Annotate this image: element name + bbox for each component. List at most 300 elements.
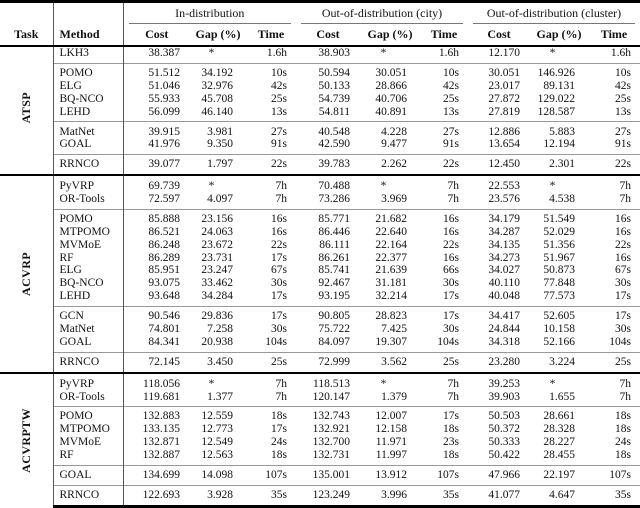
method-name: MVMoE (53, 436, 123, 449)
table-row (0, 138, 640, 154)
cell-time: 27s (420, 122, 468, 138)
cell-cost: 38.903 (318, 47, 350, 60)
cell-gap: 29.836 (190, 306, 246, 322)
table-row (0, 465, 640, 485)
cell-time: 25s (271, 92, 287, 105)
cell-gap: 52.605 (530, 306, 588, 322)
cell-gap: 33.462 (201, 277, 233, 290)
cell-gap: 45.708 (201, 92, 233, 105)
cell-cost: 86.289 (148, 251, 180, 264)
cell-gap: 34.192 (190, 63, 246, 79)
cell-cost: 72.145 (123, 352, 190, 372)
method-name: LKH3 (53, 46, 123, 63)
cell-time: 16s (420, 209, 468, 225)
cell-cost: 93.195 (318, 290, 350, 303)
cell-time: 18s (443, 449, 459, 462)
cell-cost: 50.503 (468, 407, 530, 423)
cell-gap: 23.672 (201, 238, 233, 251)
cell-gap: 4.228 (360, 122, 420, 138)
task-header-spacer (0, 2, 53, 26)
cell-cost: 51.512 (123, 63, 190, 79)
column-header-row (0, 25, 640, 46)
cell-gap: * (360, 373, 420, 391)
group-header-row (0, 2, 640, 26)
cell-time: 35s (588, 485, 640, 506)
cell-time: 18s (443, 423, 459, 436)
cell-cost: 119.681 (143, 390, 180, 403)
cell-time: 91s (443, 138, 459, 151)
cell-time: 16s (246, 209, 296, 225)
cell-time: 7h (588, 175, 640, 193)
cell-gap: 23.247 (201, 264, 233, 277)
col-header-method: Method (53, 25, 123, 46)
cell-cost: 54.739 (318, 92, 350, 105)
cell-cost: 50.372 (488, 423, 520, 436)
cell-gap: * (190, 373, 246, 391)
table-row (0, 46, 640, 63)
cell-time: 7h (447, 390, 459, 403)
table-row (0, 93, 640, 106)
cell-gap: 32.976 (201, 79, 233, 92)
cell-cost: 85.951 (148, 264, 180, 277)
table-row (0, 239, 640, 252)
cell-cost: 132.883 (123, 407, 190, 423)
cell-gap: 34.284 (201, 290, 233, 303)
table-row (0, 485, 640, 506)
cell-time: 7h (447, 193, 459, 206)
table-row (0, 423, 640, 436)
cell-gap: 12.007 (360, 407, 420, 423)
cell-time: 30s (271, 277, 287, 290)
cell-cost: 34.417 (468, 306, 530, 322)
cell-cost: 86.446 (318, 225, 350, 238)
cell-cost: 34.287 (488, 225, 520, 238)
cell-gap: * (190, 175, 246, 193)
table-row (0, 290, 640, 306)
cell-time: 91s (271, 138, 287, 151)
cell-gap: 9.477 (381, 138, 407, 151)
col-header-task: Task (0, 25, 53, 46)
cell-gap: 52.029 (543, 225, 575, 238)
cell-gap: 5.883 (530, 122, 588, 138)
method-name: MTPOMO (53, 226, 123, 239)
cell-time: 30s (615, 322, 632, 335)
cell-cost: 132.887 (142, 449, 180, 462)
cell-cost: 85.771 (296, 209, 360, 225)
cell-gap: 28.661 (530, 407, 588, 423)
cell-cost: 23.280 (468, 352, 530, 372)
method-name: ELG (53, 80, 123, 93)
cell-cost: 75.722 (318, 322, 350, 335)
cell-gap: 2.301 (530, 155, 588, 175)
cell-gap: 22.197 (530, 465, 588, 485)
cell-gap: 19.307 (375, 335, 407, 348)
cell-time: 18s (246, 407, 296, 423)
cell-cost: 93.648 (148, 290, 180, 303)
cell-gap: 28.328 (543, 423, 575, 436)
cell-cost: 50.422 (488, 449, 520, 462)
cell-time: 7h (246, 175, 296, 193)
cell-cost: 39.077 (123, 155, 190, 175)
cell-time: 91s (615, 138, 632, 151)
cell-time: 1.6h (266, 47, 287, 60)
cell-gap: 12.563 (201, 449, 233, 462)
cell-time: 7h (619, 193, 632, 206)
cell-time: 7h (275, 390, 287, 403)
cell-cost: 51.046 (148, 79, 180, 92)
cell-gap: 12.773 (201, 423, 233, 436)
cell-cost: 39.783 (296, 155, 360, 175)
cell-gap: 50.873 (543, 264, 575, 277)
cell-cost: 132.731 (312, 449, 350, 462)
cell-gap: 4.647 (530, 485, 588, 506)
cell-gap: 22.640 (375, 225, 407, 238)
cell-time: 25s (420, 352, 468, 372)
cell-cost: 72.597 (148, 193, 180, 206)
cell-gap: 9.350 (207, 138, 233, 151)
col-header-gap-cluster: Gap (%) (530, 25, 588, 46)
cell-cost: 34.179 (468, 209, 530, 225)
cell-cost: 30.051 (468, 63, 530, 79)
cell-cost: 50.133 (318, 79, 350, 92)
cell-cost: 42.590 (318, 138, 350, 151)
cell-cost: 40.048 (488, 290, 520, 303)
table-row (0, 436, 640, 449)
cell-time: 16s (443, 251, 459, 264)
cell-time: 35s (420, 485, 468, 506)
cell-cost: 34.135 (488, 238, 520, 251)
cell-cost: 12.170 (488, 47, 520, 60)
method-header-spacer (53, 2, 123, 26)
method-name: BQ-NCO (53, 277, 123, 290)
method-name: POMO (53, 63, 123, 79)
cell-time: 1.6h (610, 47, 632, 60)
cell-time: 7h (619, 390, 632, 403)
cell-time: 7h (420, 373, 468, 391)
table-row (0, 122, 640, 138)
task-label-atsp (0, 46, 53, 175)
method-name: OR-Tools (53, 390, 123, 406)
cell-cost: 74.801 (148, 322, 180, 335)
cell-gap: 20.938 (201, 335, 233, 348)
cell-time: 16s (615, 225, 632, 238)
table-row (0, 175, 640, 193)
cell-gap: 31.181 (375, 277, 407, 290)
cell-gap: 11.997 (375, 449, 407, 462)
cell-time: 17s (271, 423, 287, 436)
group-header-ood-city (296, 2, 468, 26)
cell-gap: 12.194 (543, 138, 575, 151)
method-name: PyVRP (53, 175, 123, 193)
table-row (0, 193, 640, 209)
method-name: ELG (53, 264, 123, 277)
cell-time: 16s (271, 225, 287, 238)
cell-time: 16s (615, 251, 632, 264)
cell-gap: 28.455 (543, 449, 575, 462)
cell-cost: 85.741 (318, 264, 350, 277)
table-row (0, 63, 640, 79)
cell-cost: 118.056 (123, 373, 190, 391)
cell-gap: 21.639 (375, 264, 407, 277)
cell-time: 17s (443, 290, 459, 303)
cell-gap: * (530, 175, 588, 193)
cell-cost: 84.341 (148, 335, 180, 348)
cell-cost: 55.933 (148, 92, 180, 105)
cell-time: 16s (443, 225, 459, 238)
cell-time: 18s (271, 449, 287, 462)
cell-gap: 3.224 (530, 352, 588, 372)
cell-cost: 27.819 (488, 105, 520, 118)
group-label-ood-cluster: Out-of-distribution (cluster) (473, 4, 635, 23)
method-name: GCN (53, 306, 123, 322)
cell-time: 10s (420, 63, 468, 79)
table-row (0, 277, 640, 290)
group-label-ood-city: Out-of-distribution (city) (301, 4, 463, 23)
col-header-cost-cluster: Cost (468, 25, 530, 46)
cell-cost: 23.576 (488, 193, 520, 206)
cell-gap: 46.140 (201, 105, 233, 118)
task-label-acvrptw (0, 373, 53, 507)
cell-time: 25s (443, 92, 459, 105)
cell-cost: 13.654 (488, 138, 520, 151)
cell-gap: 3.969 (381, 193, 407, 206)
cell-time: 18s (615, 449, 632, 462)
method-name: MatNet (53, 122, 123, 138)
cell-time: 107s (246, 465, 296, 485)
cell-cost: 22.553 (468, 175, 530, 193)
cell-time: 42s (443, 79, 459, 92)
cell-time: 7h (420, 175, 468, 193)
cell-time: 18s (615, 423, 632, 436)
table-row (0, 209, 640, 225)
cell-gap: 129.022 (537, 92, 575, 105)
cell-gap: 12.559 (190, 407, 246, 423)
cell-gap: 2.262 (360, 155, 420, 175)
cell-time: 7h (588, 373, 640, 391)
cell-time: 104s (437, 335, 459, 348)
cell-cost: 56.099 (148, 105, 180, 118)
cell-time: 107s (588, 465, 640, 485)
cell-time: 17s (588, 306, 640, 322)
cell-gap: * (208, 47, 215, 60)
cell-cost: 54.811 (318, 105, 350, 118)
cell-time: 66s (443, 264, 459, 277)
cell-gap: 28.227 (543, 436, 575, 449)
cell-gap: 3.450 (190, 352, 246, 372)
cell-gap: * (549, 47, 556, 60)
table-row (0, 105, 640, 121)
cell-gap: 3.928 (190, 485, 246, 506)
cell-gap: 21.682 (360, 209, 420, 225)
cell-gap: 1.379 (381, 390, 407, 403)
cell-cost: 90.546 (123, 306, 190, 322)
cell-time: 22s (271, 238, 287, 251)
group-label-in-distribution: In-distribution (129, 4, 292, 23)
cell-cost: 12.886 (468, 122, 530, 138)
cell-time: 30s (443, 277, 459, 290)
cell-cost: 92.467 (318, 277, 350, 290)
col-header-cost-indist: Cost (123, 25, 190, 46)
cell-cost: 40.110 (488, 277, 520, 290)
col-header-gap-city: Gap (%) (360, 25, 420, 46)
cell-cost: 41.976 (148, 138, 180, 151)
cell-cost: 39.915 (123, 122, 190, 138)
cell-gap: 52.166 (543, 335, 575, 348)
cell-time: 42s (271, 79, 287, 92)
cell-time: 25s (246, 352, 296, 372)
cell-time: 10s (588, 63, 640, 79)
cell-time: 13s (615, 105, 632, 118)
cell-cost: 34.027 (488, 264, 520, 277)
cell-gap: 14.098 (190, 465, 246, 485)
cell-time: 30s (615, 277, 632, 290)
table-body (0, 46, 640, 507)
cell-gap: 51.356 (543, 238, 575, 251)
cell-time: 104s (609, 335, 632, 348)
cell-time: 67s (271, 264, 287, 277)
cell-gap: 23.156 (190, 209, 246, 225)
cell-time: 22s (246, 155, 296, 175)
cell-time: 7h (275, 193, 287, 206)
cell-cost: 135.001 (296, 465, 360, 485)
cell-time: 17s (615, 290, 632, 303)
table-row (0, 226, 640, 239)
cell-cost: 120.147 (312, 390, 350, 403)
cell-cost: 38.387 (148, 47, 180, 60)
cell-gap: 51.967 (543, 251, 575, 264)
cell-time: 18s (588, 407, 640, 423)
cell-time: 30s (271, 322, 287, 335)
cell-time: 67s (615, 264, 632, 277)
cell-time: 22s (588, 155, 640, 175)
cell-gap: 3.981 (190, 122, 246, 138)
table-row (0, 449, 640, 465)
method-name: LEHD (53, 105, 123, 121)
method-name: GOAL (53, 336, 123, 352)
cell-cost: 93.075 (148, 277, 180, 290)
table-row (0, 155, 640, 175)
cell-gap: 77.848 (543, 277, 575, 290)
cell-time: 104s (265, 335, 287, 348)
cell-time: 13s (443, 105, 459, 118)
cell-cost: 132.871 (142, 436, 180, 449)
method-name: POMO (53, 407, 123, 423)
cell-cost: 122.693 (123, 485, 190, 506)
cell-time: 22s (443, 238, 459, 251)
cell-time: 25s (615, 92, 632, 105)
cell-time: 13s (271, 105, 287, 118)
method-name: GOAL (53, 138, 123, 154)
cell-cost: 134.699 (123, 465, 190, 485)
cell-gap: 1.797 (190, 155, 246, 175)
cell-cost: 47.966 (468, 465, 530, 485)
cell-gap: 32.214 (375, 290, 407, 303)
table-row (0, 264, 640, 277)
cell-time: 17s (271, 290, 287, 303)
table-row (0, 390, 640, 406)
cell-cost: 41.077 (468, 485, 530, 506)
cell-cost: 86.248 (148, 238, 180, 251)
cell-gap: 1.377 (207, 390, 233, 403)
cell-gap: 22.164 (375, 238, 407, 251)
cell-gap: 22.377 (375, 251, 407, 264)
cell-gap: 89.131 (543, 79, 575, 92)
cell-gap: 51.549 (530, 209, 588, 225)
cell-gap: 7.258 (207, 322, 233, 335)
col-header-time-cluster: Time (588, 25, 640, 46)
method-name: PyVRP (53, 373, 123, 391)
table-row (0, 407, 640, 423)
cell-gap: 1.655 (549, 390, 575, 403)
method-name: RRNCO (53, 155, 123, 175)
cell-gap: 23.731 (201, 251, 233, 264)
cell-time: 27s (588, 122, 640, 138)
method-name: RRNCO (53, 352, 123, 372)
task-label-text: ACVRP (18, 252, 33, 296)
table-row (0, 80, 640, 93)
method-name: RRNCO (53, 485, 123, 506)
task-label-text: ACVRPTW (18, 407, 33, 473)
task-label-text: ATSP (18, 91, 33, 123)
cell-cost: 34.318 (488, 335, 520, 348)
cell-time: 24s (615, 436, 632, 449)
cell-cost: 50.333 (488, 436, 520, 449)
col-header-gap-indist: Gap (%) (190, 25, 246, 46)
cell-time: 42s (615, 79, 632, 92)
cell-cost: 34.273 (488, 251, 520, 264)
cell-cost: 86.521 (148, 225, 180, 238)
cell-cost: 85.888 (123, 209, 190, 225)
cell-cost: 84.097 (318, 335, 350, 348)
cell-cost: 12.450 (468, 155, 530, 175)
cell-cost: 72.999 (296, 352, 360, 372)
cell-time: 10s (246, 63, 296, 79)
cell-cost: 27.872 (488, 92, 520, 105)
col-header-cost-city: Cost (296, 25, 360, 46)
cell-cost: 132.743 (296, 407, 360, 423)
cell-cost: 90.805 (296, 306, 360, 322)
table-row (0, 352, 640, 372)
group-header-in-distribution (123, 2, 296, 26)
method-name: BQ-NCO (53, 93, 123, 106)
cell-gap: 3.562 (360, 352, 420, 372)
cell-gap: 40.706 (375, 92, 407, 105)
table-row (0, 323, 640, 336)
method-name: RF (53, 449, 123, 465)
cell-cost: 39.903 (488, 390, 520, 403)
method-name: POMO (53, 209, 123, 225)
cell-cost: 133.135 (142, 423, 180, 436)
cell-time: 107s (420, 465, 468, 485)
cell-gap: 10.158 (543, 322, 575, 335)
cell-cost: 69.739 (123, 175, 190, 193)
cell-time: 22s (615, 238, 632, 251)
cell-gap: 24.063 (201, 225, 233, 238)
cell-gap: 4.097 (207, 193, 233, 206)
cell-time: 30s (443, 322, 459, 335)
method-name: GOAL (53, 465, 123, 485)
col-header-time-indist: Time (246, 25, 296, 46)
cell-gap: 7.425 (381, 322, 407, 335)
cell-gap: 12.549 (201, 436, 233, 449)
cell-cost: 118.513 (296, 373, 360, 391)
col-header-time-city: Time (420, 25, 468, 46)
cell-gap: 13.912 (360, 465, 420, 485)
cell-time: 17s (246, 306, 296, 322)
cell-gap: 77.573 (543, 290, 575, 303)
method-name: RF (53, 252, 123, 265)
cell-gap: 28.823 (360, 306, 420, 322)
